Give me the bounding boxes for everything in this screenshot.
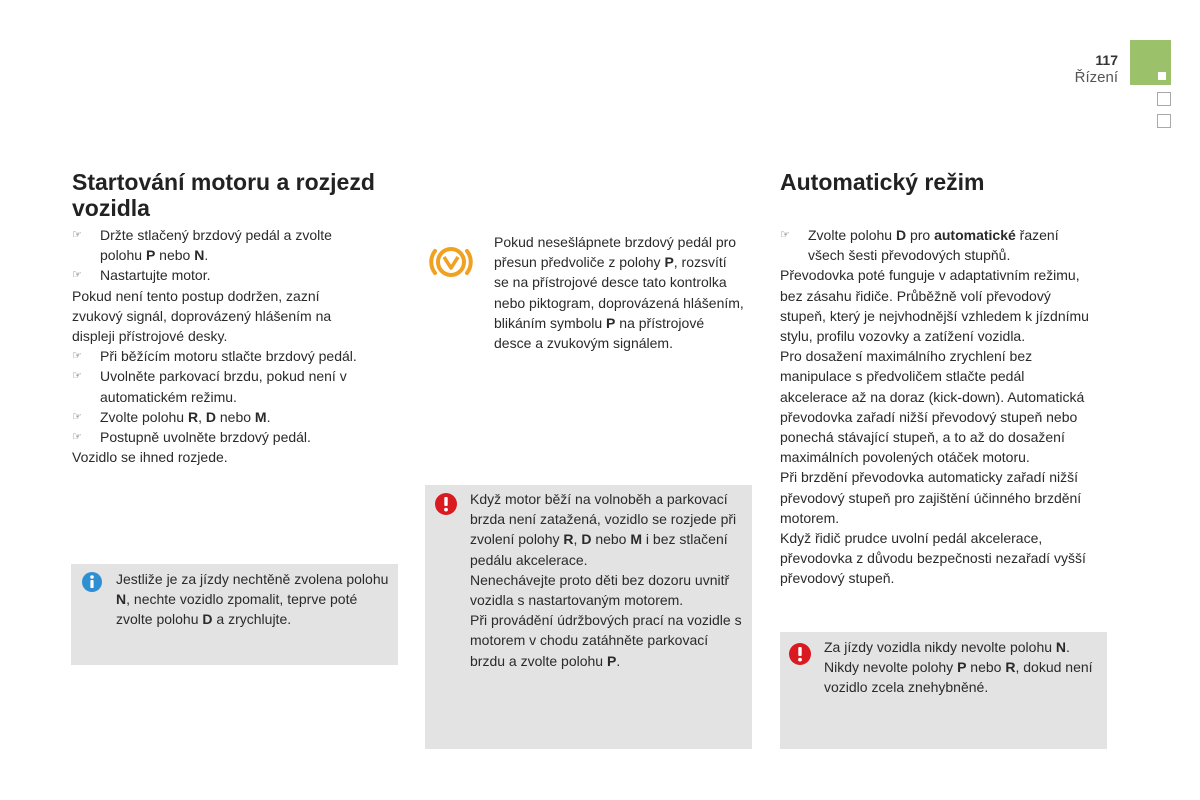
info-icon bbox=[82, 572, 102, 592]
emphasis-text: P bbox=[664, 254, 674, 271]
text-run: , bbox=[573, 531, 582, 548]
warning-icon bbox=[435, 493, 457, 515]
paragraph bbox=[72, 286, 372, 347]
emphasis-text: N bbox=[1055, 639, 1067, 655]
warning-note-text bbox=[470, 489, 745, 671]
text-run: Vozidlo se ihned rozjede. bbox=[72, 449, 228, 466]
emphasis-text: D bbox=[205, 408, 216, 425]
text-run: nebo bbox=[155, 247, 195, 264]
bullet-item bbox=[72, 265, 372, 285]
text-run: . Nikdy nevolte polohy bbox=[824, 639, 1070, 676]
paragraph bbox=[780, 265, 1090, 346]
emphasis-text: R bbox=[187, 408, 199, 425]
bullet-item bbox=[72, 407, 372, 427]
right-section-title: Automatický režim bbox=[780, 169, 985, 195]
paragraph bbox=[780, 528, 1090, 589]
pointing-hand-icon: ☞ bbox=[72, 431, 82, 444]
brake-indicator-icon bbox=[426, 237, 476, 287]
text-run: nebo bbox=[215, 408, 255, 425]
text-run: Postupně uvolněte brzdový pedál. bbox=[100, 429, 311, 446]
text-run: na přístrojové desce a zvukovým signálem. bbox=[494, 314, 705, 352]
emphasis-text: P bbox=[957, 659, 967, 676]
text-run: . bbox=[204, 247, 209, 264]
info-note-box bbox=[71, 564, 398, 665]
pointing-hand-icon: ☞ bbox=[780, 229, 790, 241]
emphasis-text: D bbox=[895, 227, 907, 243]
text-run: i bez stlačení pedálu akcelerace. Nenechávejte proto děti bez dozoru uvnitř vozidla s nastartovaným motorem. Při provádění údržbových prací na vozidle s motorem v chodu zatáhněte parkovací brzdu a zvolte polohu bbox=[470, 531, 742, 669]
emphasis-text: P bbox=[606, 314, 616, 331]
warning-icon bbox=[789, 643, 811, 665]
chapter-tab-marker bbox=[1158, 72, 1166, 80]
text-run: , nechte vozidlo zpomalit, teprve poté zvolte polohu bbox=[116, 591, 358, 628]
text-run: . bbox=[266, 408, 271, 425]
text-run: , rozsvítí se na přístrojové desce tato kontrolka nebo piktogram, doprovázená hlášením, blikáním symbolu bbox=[494, 254, 744, 331]
left-section-title: Startování motoru a rozjezd vozidla bbox=[72, 169, 375, 221]
emphasis-text: M bbox=[630, 531, 643, 548]
bullet-item bbox=[72, 225, 372, 265]
pointing-hand-icon: ☞ bbox=[72, 229, 82, 241]
text-run: Za jízdy vozidla nikdy nevolte polohu bbox=[824, 639, 1056, 655]
paragraph bbox=[780, 467, 1090, 528]
emphasis-text: N bbox=[116, 591, 127, 608]
emphasis-text: automatické bbox=[934, 227, 1016, 243]
text-run: Když řidič prudce uvolní pedál akcelerace, převodovka z důvodu bezpečnosti nezařadí vyšší převodový stupeň. bbox=[780, 530, 1086, 587]
emphasis-text: N bbox=[194, 247, 205, 264]
pointing-hand-icon: ☞ bbox=[72, 350, 82, 363]
text-run: pro bbox=[906, 227, 935, 243]
text-run: Pokud není tento postup dodržen, zazní zvukový signál, doprovázený hlášením na displeji přístrojové desky. bbox=[72, 287, 332, 345]
emphasis-text: R bbox=[1005, 659, 1016, 676]
bullet-item bbox=[780, 225, 1090, 265]
emphasis-text: D bbox=[202, 611, 213, 628]
text-run: Zvolte polohu bbox=[808, 227, 896, 243]
text-run: Zvolte polohu bbox=[100, 408, 188, 425]
text-run: Pro dosažení maximálního zrychlení bez manipulace s předvoličem stlačte pedál akcelerace až na doraz (kick-down). Automatická převodovka zařadí nižší převodový stupeň nebo ponechá stávající stupeň, a to až do dosažení maximálních povolených otáček motoru. bbox=[780, 348, 1085, 466]
text-run: Při brzdění převodovka automaticky zařadí nižší převodový stupeň pro zajištění účinného brzdění motorem. bbox=[780, 469, 1082, 526]
text-run: Držte stlačený brzdový pedál a zvolte polohu bbox=[100, 227, 332, 264]
info-note-text bbox=[116, 569, 396, 630]
bullet-item bbox=[72, 427, 372, 447]
warning-note-box-middle bbox=[425, 485, 752, 749]
pointing-hand-icon: ☞ bbox=[72, 370, 82, 383]
section-nav-box bbox=[1157, 92, 1171, 106]
chapter-tab bbox=[1130, 40, 1171, 85]
left-section-body bbox=[72, 225, 372, 467]
text-run: nebo bbox=[966, 659, 1006, 676]
paragraph bbox=[72, 447, 372, 467]
text-run: , dokud není vozidlo zcela znehybněné. bbox=[824, 659, 1093, 696]
right-section-body bbox=[780, 225, 1090, 589]
text-run: řazení všech šesti převodových stupňů. bbox=[808, 227, 1059, 264]
text-run: Když motor běží na volnoběh a parkovací brzda není zatažená, vozidlo se rozjede při zvolení polohy bbox=[470, 491, 737, 548]
emphasis-text: D bbox=[581, 531, 592, 548]
emphasis-text: R bbox=[563, 531, 574, 548]
section-nav-box bbox=[1157, 114, 1171, 128]
emphasis-text: M bbox=[254, 408, 267, 425]
pointing-hand-icon: ☞ bbox=[72, 269, 82, 282]
text-run: a zrychlujte. bbox=[212, 611, 292, 628]
page-number: 117 bbox=[1095, 52, 1118, 68]
paragraph bbox=[780, 346, 1090, 467]
indicator-note-text bbox=[494, 232, 744, 353]
bullet-item bbox=[72, 366, 372, 406]
warning-note-text bbox=[824, 637, 1099, 698]
text-run: Nastartujte motor. bbox=[100, 267, 211, 284]
pointing-hand-icon: ☞ bbox=[72, 410, 82, 423]
emphasis-text: P bbox=[606, 652, 617, 669]
text-run: Pokud nesešlápnete brzdový pedál pro přesun předvoliče z polohy bbox=[494, 234, 737, 271]
warning-note-box-right bbox=[780, 632, 1107, 749]
text-run: Uvolněte parkovací brzdu, pokud není v automatickém režimu. bbox=[100, 368, 347, 405]
text-run: Při běžícím motoru stlačte brzdový pedál. bbox=[100, 348, 357, 365]
emphasis-text: P bbox=[145, 247, 156, 264]
text-run: Převodovka poté funguje v adaptativním režimu, bez zásahu řidiče. Průběžně volí převodový stupeň, který je nejvhodnější vzhledem k jízdnímu stylu, profilu vozovky a zatížení vozidla. bbox=[780, 267, 1089, 345]
text-run: nebo bbox=[591, 531, 631, 548]
text-run: . bbox=[616, 652, 621, 669]
bullet-item bbox=[72, 346, 372, 366]
text-run: , bbox=[198, 408, 206, 425]
chapter-title: Řízení bbox=[1074, 69, 1118, 86]
text-run: Jestliže je za jízdy nechtěně zvolena polohu bbox=[116, 571, 389, 587]
